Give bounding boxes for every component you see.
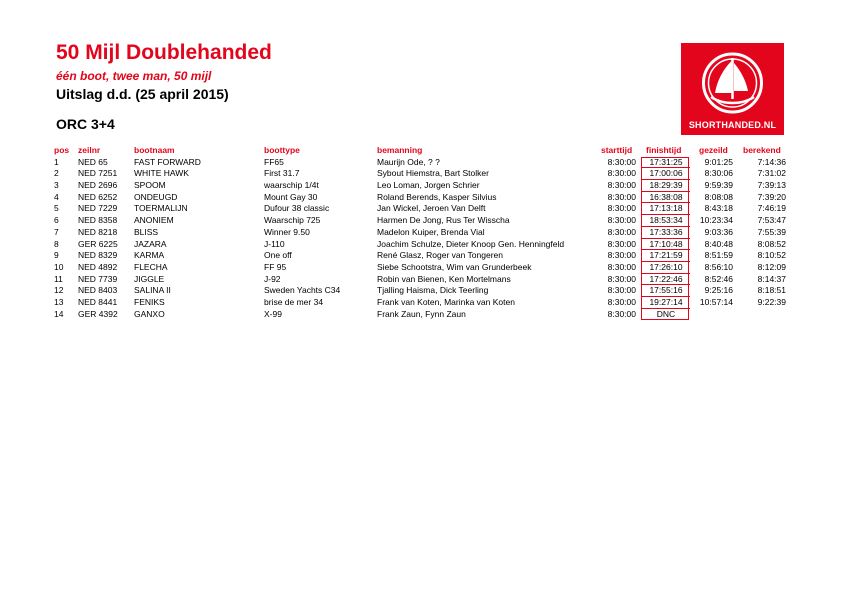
cell-finishtijd: 19:27:14 (642, 297, 690, 309)
cell-bootnaam: TOERMALIJN (134, 203, 188, 214)
cell-gezeild: 9:03:36 (704, 226, 733, 237)
cell-bemanning: Jan Wickel, Jeroen Van Delft (377, 203, 486, 214)
results-date: Uitslag d.d. (25 april 2015) (56, 86, 229, 102)
cell-bootnaam: GANXO (134, 308, 165, 319)
cell-zeilnr: NED 8329 (78, 250, 118, 261)
results-header-row (0, 145, 841, 157)
cell-finishtijd: 17:26:10 (642, 262, 690, 274)
cell-berekend: 8:14:37 (757, 273, 786, 284)
cell-berekend: 8:18:51 (757, 285, 786, 296)
cell-starttijd: 8:30:00 (607, 308, 636, 319)
cell-gezeild: 10:23:34 (699, 215, 733, 226)
cell-finishtijd: 18:53:34 (642, 215, 690, 227)
cell-boottype: Dufour 38 classic (264, 203, 330, 214)
table-row (0, 180, 841, 192)
cell-boottype: FF 95 (264, 261, 287, 272)
cell-starttijd: 8:30:00 (607, 168, 636, 179)
results-table (0, 145, 841, 320)
cell-finishtijd: 16:38:08 (642, 192, 690, 204)
header-boottype: boottype (264, 145, 300, 155)
cell-bootnaam: JIGGLE (134, 273, 165, 284)
table-row (0, 285, 841, 297)
cell-berekend: 7:31:02 (757, 168, 786, 179)
cell-starttijd: 8:30:00 (607, 191, 636, 202)
cell-finishtijd: 17:00:06 (642, 168, 690, 180)
cell-gezeild: 10:57:14 (699, 296, 733, 307)
cell-boottype: Winner 9.50 (264, 226, 310, 237)
cell-bemanning: Frank Zaun, Fynn Zaun (377, 308, 466, 319)
cell-bemanning: Harmen De Jong, Rus Ter Wisscha (377, 215, 510, 226)
cell-gezeild: 8:43:18 (704, 203, 733, 214)
cell-pos: 10 (54, 261, 64, 272)
cell-bootnaam: JAZARA (134, 238, 167, 249)
shorthanded-logo (681, 43, 784, 135)
cell-pos: 12 (54, 285, 64, 296)
cell-zeilnr: GER 4392 (78, 308, 118, 319)
header-zeilnr: zeilnr (78, 145, 101, 155)
cell-gezeild: 8:51:59 (704, 250, 733, 261)
cell-zeilnr: NED 8358 (78, 215, 118, 226)
cell-starttijd: 8:30:00 (607, 226, 636, 237)
cell-finishtijd: 17:21:59 (642, 250, 690, 262)
cell-berekend: 8:08:52 (757, 238, 786, 249)
cell-starttijd: 8:30:00 (607, 296, 636, 307)
cell-starttijd: 8:30:00 (607, 203, 636, 214)
table-row (0, 203, 841, 215)
cell-bootnaam: ANONIEM (134, 215, 174, 226)
cell-bemanning: Madelon Kuiper, Brenda Vial (377, 226, 485, 237)
table-row (0, 250, 841, 262)
cell-starttijd: 8:30:00 (607, 180, 636, 191)
cell-starttijd: 8:30:00 (607, 238, 636, 249)
header-gezeild: gezeild (699, 145, 728, 155)
cell-berekend: 8:10:52 (757, 250, 786, 261)
cell-zeilnr: NED 65 (78, 156, 108, 167)
cell-bootnaam: WHITE HAWK (134, 168, 189, 179)
cell-berekend: 7:39:13 (757, 180, 786, 191)
cell-pos: 14 (54, 308, 64, 319)
header-bootnaam: bootnaam (134, 145, 175, 155)
page-subtitle: één boot, twee man, 50 mijl (56, 69, 212, 83)
cell-finishtijd: 18:29:39 (642, 180, 690, 192)
table-row (0, 309, 841, 321)
cell-zeilnr: NED 7251 (78, 168, 118, 179)
cell-zeilnr: NED 6252 (78, 191, 118, 202)
cell-finishtijd: 17:22:46 (642, 274, 690, 286)
cell-starttijd: 8:30:00 (607, 273, 636, 284)
cell-berekend: 7:55:39 (757, 226, 786, 237)
cell-zeilnr: GER 6225 (78, 238, 118, 249)
cell-starttijd: 8:30:00 (607, 285, 636, 296)
cell-bootnaam: SALINA II (134, 285, 171, 296)
cell-berekend: 7:53:47 (757, 215, 786, 226)
cell-boottype: J-110 (264, 238, 285, 249)
cell-berekend: 7:14:36 (757, 156, 786, 167)
cell-bemanning: Joachim Schulze, Dieter Knoop Gen. Henningfeld (377, 238, 565, 249)
cell-boottype: J-92 (264, 273, 281, 284)
cell-boottype: One off (264, 250, 292, 261)
cell-starttijd: 8:30:00 (607, 215, 636, 226)
sail-ball-icon (701, 49, 764, 117)
cell-berekend: 8:12:09 (757, 261, 786, 272)
table-row (0, 239, 841, 251)
header-pos: pos (54, 145, 70, 155)
cell-bemanning: Frank van Koten, Marinka van Koten (377, 296, 515, 307)
header-finishtijd: finishtijd (646, 145, 682, 155)
cell-pos: 7 (54, 226, 59, 237)
cell-pos: 11 (54, 273, 63, 284)
cell-zeilnr: NED 8218 (78, 226, 118, 237)
cell-pos: 1 (54, 156, 59, 167)
cell-bemanning: Maurijn Ode, ? ? (377, 156, 440, 167)
cell-pos: 5 (54, 203, 59, 214)
cell-zeilnr: NED 8403 (78, 285, 118, 296)
cell-bemanning: Leo Loman, Jorgen Schrier (377, 180, 480, 191)
cell-gezeild: 8:30:06 (704, 168, 733, 179)
cell-boottype: waarschip 1/4t (264, 180, 319, 191)
cell-bemanning: Tjalling Haisma, Dick Teerling (377, 285, 489, 296)
cell-bootnaam: BLISS (134, 226, 159, 237)
cell-bootnaam: SPOOM (134, 180, 166, 191)
cell-finishtijd: 17:33:36 (642, 227, 690, 239)
cell-zeilnr: NED 8441 (78, 296, 118, 307)
cell-gezeild: 8:56:10 (704, 261, 733, 272)
cell-bootnaam: FAST FORWARD (134, 156, 201, 167)
header-berekend: berekend (743, 145, 781, 155)
cell-boottype: Waarschip 725 (264, 215, 321, 226)
table-row (0, 168, 841, 180)
cell-gezeild: 8:40:48 (704, 238, 733, 249)
cell-pos: 2 (54, 168, 59, 179)
cell-pos: 8 (54, 238, 59, 249)
cell-bootnaam: FENIKS (134, 296, 165, 307)
cell-pos: 9 (54, 250, 59, 261)
cell-zeilnr: NED 4892 (78, 261, 118, 272)
cell-gezeild: 8:08:08 (704, 191, 733, 202)
cell-boottype: X-99 (264, 308, 282, 319)
cell-berekend: 7:39:20 (757, 191, 786, 202)
cell-gezeild: 9:59:39 (704, 180, 733, 191)
cell-gezeild: 9:01:25 (704, 156, 733, 167)
cell-pos: 13 (54, 296, 64, 307)
class-heading: ORC 3+4 (56, 116, 115, 132)
cell-bootnaam: ONDEUGD (134, 191, 178, 202)
table-row (0, 262, 841, 274)
cell-finishtijd: 17:10:48 (642, 239, 690, 251)
table-row (0, 192, 841, 204)
cell-boottype: brise de mer 34 (264, 296, 324, 307)
cell-bemanning: Sybout Hiemstra, Bart Stolker (377, 168, 489, 179)
cell-starttijd: 8:30:00 (607, 250, 636, 261)
cell-bootnaam: KARMA (134, 250, 165, 261)
cell-bemanning: Roland Berends, Kasper Silvius (377, 191, 497, 202)
table-row (0, 157, 841, 169)
cell-pos: 4 (54, 191, 59, 202)
cell-gezeild: 8:52:46 (704, 273, 733, 284)
cell-gezeild: 9:25:16 (704, 285, 733, 296)
cell-finishtijd: DNC (656, 308, 676, 319)
table-row (0, 274, 841, 286)
cell-pos: 3 (54, 180, 59, 191)
cell-pos: 6 (54, 215, 59, 226)
cell-boottype: First 31.7 (264, 168, 300, 179)
page-title: 50 Mijl Doublehanded (56, 41, 272, 64)
header-bemanning: bemanning (377, 145, 423, 155)
table-row (0, 227, 841, 239)
cell-finishtijd: 17:55:16 (642, 285, 690, 297)
cell-finishtijd: 17:13:18 (642, 203, 690, 215)
cell-berekend: 7:46:19 (757, 203, 786, 214)
cell-zeilnr: NED 7229 (78, 203, 118, 214)
cell-bemanning: René Glasz, Roger van Tongeren (377, 250, 504, 261)
table-row (0, 297, 841, 309)
cell-bemanning: Robin van Bienen, Ken Mortelmans (377, 273, 511, 284)
cell-bemanning: Siebe Schootstra, Wim van Grunderbeek (377, 261, 532, 272)
cell-boottype: Mount Gay 30 (264, 191, 318, 202)
cell-starttijd: 8:30:00 (607, 261, 636, 272)
cell-starttijd: 8:30:00 (607, 156, 636, 167)
cell-boottype: Sweden Yachts C34 (264, 285, 341, 296)
cell-berekend: 9:22:39 (757, 296, 786, 307)
cell-finishtijd: 17:31:25 (642, 157, 690, 169)
table-row (0, 215, 841, 227)
header-starttijd: starttijd (601, 145, 633, 155)
cell-bootnaam: FLECHA (134, 261, 168, 272)
logo-text: SHORTHANDED.NL (688, 120, 777, 130)
cell-boottype: FF65 (264, 156, 284, 167)
cell-zeilnr: NED 2696 (78, 180, 118, 191)
cell-zeilnr: NED 7739 (78, 273, 118, 284)
